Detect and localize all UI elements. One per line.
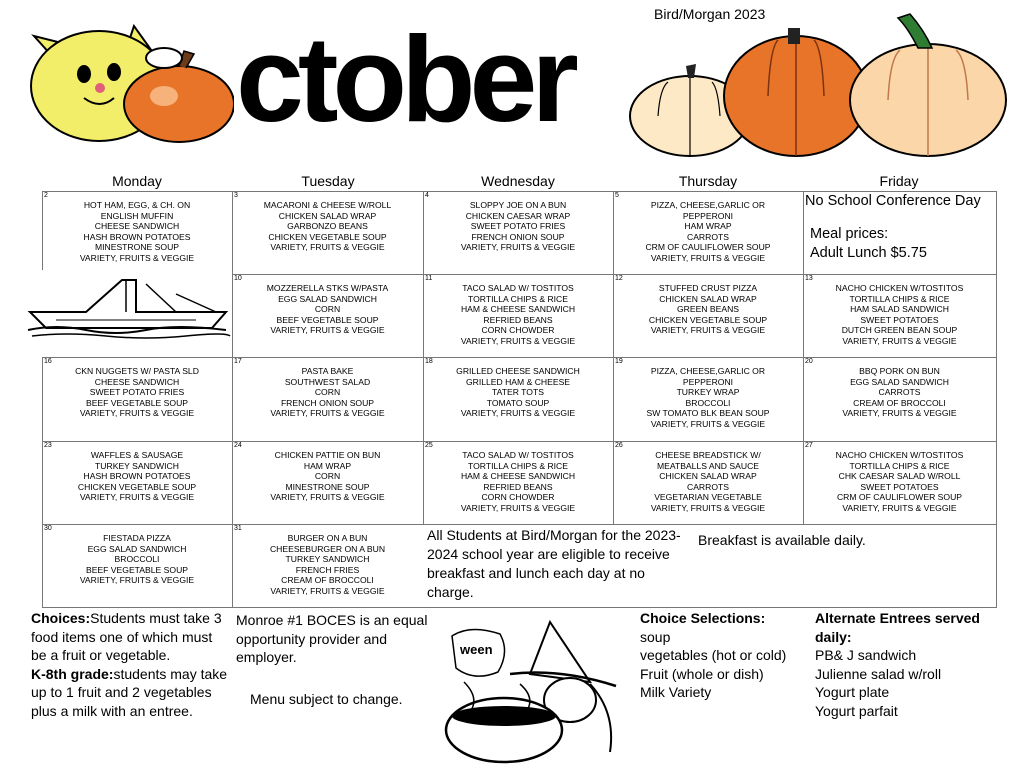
- day-number: 25: [425, 442, 433, 449]
- day-number: 18: [425, 358, 433, 365]
- grid-line: [996, 191, 997, 607]
- menu-cell: TACO SALAD W/ TOSTITOS TORTILLA CHIPS & RICE HAM & CHEESE SANDWICH REFRIED BEANS CORN CHOWDER VARIETY, FRUITS & VEGGIE: [460, 450, 576, 513]
- meal-prices-label: Meal prices:: [810, 226, 889, 242]
- witch-cauldron-illustration: [440, 612, 632, 766]
- day-number: 20: [805, 358, 813, 365]
- grid-line: [423, 191, 424, 525]
- menu-cell: NACHO CHICKEN W/TOSTITOS TORTILLA CHIPS & RICE HAM SALAD SANDWICH SWEET POTATOES DUTCH GREEN BEAN SOUP VARIETY, FRUITS & VEGGIE: [835, 283, 964, 346]
- day-number: 17: [234, 358, 242, 365]
- day-number: 4: [425, 192, 429, 199]
- day-number: 5: [615, 192, 619, 199]
- choices-label: Choices:: [31, 610, 91, 626]
- day-number: 12: [615, 275, 623, 282]
- day-number: 27: [805, 442, 813, 449]
- k8-label: K-8th grade:: [31, 665, 114, 682]
- menu-cell: MACARONI & CHEESE W/ROLL CHICKEN SALAD WRAP GARBONZO BEANS CHICKEN VEGETABLE SOUP VARIETY, FRUITS & VEGGIE: [263, 200, 392, 253]
- day-number: 24: [234, 442, 242, 449]
- day-number: 23: [44, 442, 52, 449]
- no-school-note: No School Conference Day: [805, 193, 981, 209]
- menu-cell: FIESTADA PIZZA EGG SALAD SANDWICH BROCCOLI BEEF VEGETABLE SOUP VARIETY, FRUITS & VEGGIE: [79, 533, 195, 586]
- menu-cell: WAFFLES & SAUSAGE TURKEY SANDWICH HASH BROWN POTATOES CHICKEN VEGETABLE SOUP VARIETY, FRUITS & VEGGIE: [77, 450, 197, 503]
- menu-cell: TACO SALAD W/ TOSTITOS TORTILLA CHIPS & RICE HAM & CHEESE SANDWICH REFRIED BEANS CORN CHOWDER VARIETY, FRUITS & VEGGIE: [460, 283, 576, 346]
- menu-cell: GRILLED CHEESE SANDWICH GRILLED HAM & CHEESE TATER TOTS TOMATO SOUP VARIETY, FRUITS & VEGGIE: [456, 366, 580, 419]
- day-number: 3: [234, 192, 238, 199]
- alternate-item: Yogurt parfait: [815, 702, 898, 719]
- menu-cell: BBQ PORK ON BUN EGG SALAD SANDWICH CARROTS CREAM OF BROCCOLI VARIETY, FRUITS & VEGGIE: [842, 366, 957, 419]
- menu-cell: BURGER ON A BUN CHEESEBURGER ON A BUN TURKEY SANDWICH FRENCH FRIES CREAM OF BROCCOLI VARIETY, FRUITS & VEGGIE: [269, 533, 386, 596]
- school-label: Bird/Morgan 2023: [654, 6, 766, 22]
- choices-text: Students must take 3 food items one of which must be a fruit or vegetable.: [31, 610, 222, 663]
- choice-selections-title: Choice Selections:: [640, 610, 766, 626]
- grid-line: [42, 524, 997, 525]
- alternate-entrees-block: [815, 609, 1011, 720]
- day-header-friday: Friday: [879, 173, 919, 189]
- menu-cell: CHICKEN PATTIE ON BUN HAM WRAP CORN MINESTRONE SOUP VARIETY, FRUITS & VEGGIE: [270, 450, 385, 503]
- choice-item: vegetables (hot or cold): [640, 647, 787, 663]
- day-header-wednesday: Wednesday: [481, 173, 555, 189]
- day-number: 10: [234, 275, 242, 282]
- grid-line: [42, 441, 997, 442]
- alternate-item: Julienne salad w/roll: [815, 665, 942, 682]
- free-meals-note: All Students at Bird/Morgan for the 2023-2024 school year are eligible to receive breakfast and lunch each day at no charge.: [427, 527, 681, 600]
- day-number: 2: [44, 192, 48, 199]
- day-number: 13: [805, 275, 813, 282]
- grid-line: [42, 357, 997, 358]
- choice-selections-block: [640, 609, 810, 702]
- menu-cell: CHEESE BREADSTICK W/ MEATBALLS AND SAUCE CHICKEN SALAD WRAP CARROTS VEGETARIAN VEGETABLE VARIETY, FRUITS & VEGGIE: [650, 450, 766, 513]
- menu-cell: PIZZA, CHEESE,GARLIC OR PEPPERONI TURKEY WRAP BROCCOLI SW TOMATO BLK BEAN SOUP VARIETY, FRUITS & VEGGIE: [646, 366, 770, 429]
- grid-line: [803, 191, 804, 525]
- day-number: 26: [615, 442, 623, 449]
- day-number: 19: [615, 358, 623, 365]
- day-header-thursday: Thursday: [678, 173, 738, 189]
- breakfast-note: Breakfast is available daily.: [698, 532, 866, 548]
- day-number: 11: [425, 275, 433, 282]
- menu-cell: MOZZERELLA STKS W/PASTA EGG SALAD SANDWICH CORN BEEF VEGETABLE SOUP VARIETY, FRUITS & VEGGIE: [266, 283, 389, 336]
- grid-line: [232, 191, 233, 607]
- month-title: ctober: [236, 11, 573, 147]
- cat-pumpkin-illustration: [14, 16, 234, 146]
- choice-item: Fruit (whole or dish): [640, 665, 764, 682]
- menu-cell: CKN NUGGETS W/ PASTA SLD CHEESE SANDWICH SWEET POTATO FRIES BEEF VEGETABLE SOUP VARIETY, FRUITS & VEGGIE: [75, 366, 199, 419]
- choices-block: [31, 609, 231, 720]
- grid-line: [613, 191, 614, 525]
- alternate-entrees-title: Alternate Entrees served daily:: [815, 610, 980, 645]
- k8-text: students may take up to 1 fruit and 2 vegetables plus a milk with an entree.: [31, 665, 228, 719]
- adult-lunch-price: Adult Lunch $5.75: [810, 245, 927, 261]
- svg-text:ween: ween: [460, 642, 493, 657]
- alternate-item: Yogurt plate: [815, 684, 890, 700]
- menu-cell: PIZZA, CHEESE,GARLIC OR PEPPERONI HAM WRAP CARROTS CRM OF CAULIFLOWER SOUP VARIETY, FRUITS & VEGGIE: [645, 200, 771, 263]
- subject-to-change-note: Menu subject to change.: [250, 691, 403, 707]
- choice-item: Milk Variety: [640, 684, 712, 700]
- menu-cell: SLOPPY JOE ON A BUN CHICKEN CAESAR WRAP SWEET POTATO FRIES FRENCH ONION SOUP VARIETY, FRUITS & VEGGIE: [460, 200, 576, 253]
- day-header-tuesday: Tuesday: [301, 173, 355, 189]
- day-number: 31: [234, 525, 242, 532]
- grid-line: [42, 357, 43, 607]
- menu-cell: NACHO CHICKEN W/TOSTITOS TORTILLA CHIPS & RICE CHK CAESAR SALAD W/ROLL SWEET POTATOES CRM OF CAULIFLOWER SOUP VARIETY, FRUITS & VEGGIE: [835, 450, 964, 513]
- choice-item: soup: [640, 628, 671, 645]
- menu-cell: HOT HAM, EGG, & CH. ON ENGLISH MUFFIN CHEESE SANDWICH HASH BROWN POTATOES MINESTRONE SOUP VARIETY, FRUITS & VEGGIE: [79, 200, 195, 263]
- day-number: 30: [44, 525, 52, 532]
- menu-cell: STUFFED CRUST PIZZA CHICKEN SALAD WRAP GREEN BEANS CHICKEN VEGETABLE SOUP VARIETY, FRUITS & VEGGIE: [648, 283, 768, 336]
- pumpkins-illustration: [628, 8, 1008, 158]
- menu-cell: PASTA BAKE SOUTHWEST SALAD CORN FRENCH ONION SOUP VARIETY, FRUITS & VEGGIE: [270, 366, 385, 419]
- alternate-item: PB& J sandwich: [815, 647, 917, 663]
- grid-line: [42, 607, 997, 608]
- day-number: 16: [44, 358, 52, 365]
- ship-illustration: [26, 272, 232, 342]
- day-header-monday: Monday: [112, 173, 162, 189]
- boces-note: Monroe #1 BOCES is an equal opportunity provider and employer.: [236, 612, 428, 665]
- grid-line: [42, 191, 43, 270]
